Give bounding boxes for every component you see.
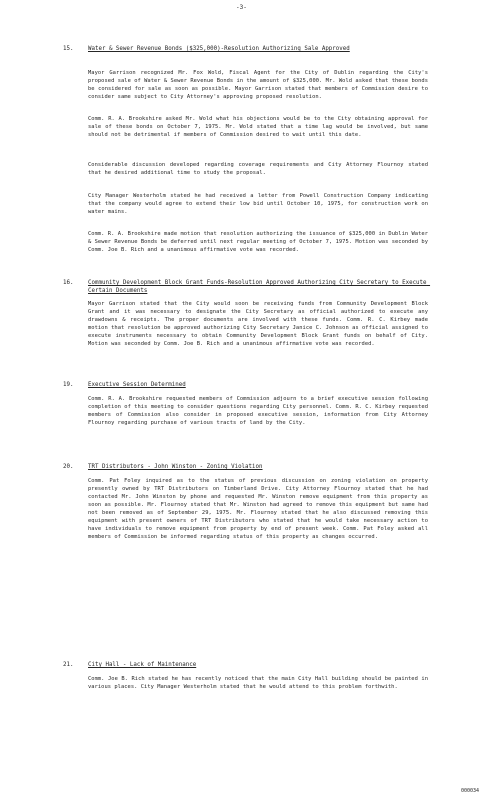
- item-paragraph: Comm. R. A. Brookshire asked Mr. Wold what his objections would be to the City obtaining approval for sale of these bonds on October 7, 1975. Mr. Wold stated that a time lag would be involved, but same should not be detrimental if members of Commission desired to wait until this date.: [88, 116, 428, 138]
- item-title: City Hall - Lack of Maintenance: [88, 662, 197, 668]
- microfilm-frame-number: 000034: [460, 788, 479, 794]
- item-paragraph: Comm. R. A. Brookshire made motion that resolution authorizing the issuance of $325,000 in Dublin Water & Sewer Revenue Bonds be deferred until next regular meeting of October 7, 1975. Motion was seconded by Comm. Joe B. Rich and a unanimous affirmative vote was recorded.: [88, 231, 428, 253]
- item-number: 21.: [63, 662, 74, 668]
- item-number: 20.: [63, 464, 74, 470]
- item-paragraph: Considerable discussion developed regarding coverage requirements and City Attorney Flournoy stated that he desired additional time to study the proposal.: [88, 162, 428, 176]
- item-title: Water & Sewer Revenue Bonds ($325,000)-Resolution Authorizing Sale Approved: [88, 46, 350, 52]
- item-paragraph: City Manager Westerholm stated he had received a letter from Powell Construction Company indicating that the company would agree to extend their low bid until October 10, 1975, for construction work on water mains.: [88, 193, 428, 215]
- item-number: 19.: [63, 382, 74, 388]
- item-number: 15.: [63, 46, 74, 52]
- item-number: 16.: [63, 280, 74, 286]
- item-paragraph: Comm. R. A. Brookshire requested members of Commission adjourn to a brief executive session following completion of this meeting to consider questions regarding City personnel. Comm. R. C. Kirbey requested members of Commission also consider in proposed executive session, information from City Attorney Flournoy regarding purchase of various tracts of land by the City.: [88, 396, 428, 426]
- item-paragraph: Mayor Garrison stated that the City would soon be receiving funds from Community Development Block Grant and it was necessary to designate the City Secretary as official authorized to execute any drawdowns & receipts. The proper documents are involved with these funds. Comm. R. C. Kirbey made motion that resolution be approved authorizing City Secretary Janice C. Johnson as official assigned to execute instruments necessary to obtain Community Development Block Grant funds on behalf of City. Motion was seconded by Comm. Joe B. Rich and a unanimous affirmative vote was recorded.: [88, 301, 428, 347]
- page-number: -3-: [236, 4, 247, 11]
- item-paragraph: Comm. Joe B. Rich stated he has recently noticed that the main City Hall building should be painted in various places. City Manager Westerholm stated that he would attend to this problem forthwith.: [88, 676, 428, 690]
- item-title: TRT Distributors - John Winston - Zoning Violation: [88, 464, 263, 470]
- item-paragraph: Comm. Pat Foley inquired as to the status of previous discussion on zoning violation on property presently owned by TRT Distributors on Timberland Drive. City Attorney Flournoy stated that he had contacted Mr. John Winston by phone and requested Mr. Winston remove equipment from this property as soon as possible. Mr. Flournoy stated that Mr. Winston had agreed to remove this equipment but same had not been removed as of September 29, 1975. Mr. Flournoy stated that he also discussed removing this equipment with present owners of TRT Distributors who stated that he would take necessary action to have individuals to remove equipment from property by end of present week. Comm. Pat Foley asked all members of Commission be informed regarding status of this property as changes occurred.: [88, 478, 428, 540]
- item-paragraph: Mayor Garrison recognized Mr. Fox Wold, Fiscal Agent for the City of Dublin regarding the City's proposed sale of Water & Sewer Revenue Bonds in the amount of $325,000. Mr. Wold asked that these bonds be considered for sale as soon as possible. Mayor Garrison stated that members of Commission desire to consider same subject to City Attorney's approving proposed resolution.: [88, 70, 428, 100]
- item-title: Executive Session Determined: [88, 382, 186, 388]
- item-title: Community Development Block Grant Funds-Resolution Approved Authorizing City Secretary to Execute Certain Documents: [88, 280, 431, 294]
